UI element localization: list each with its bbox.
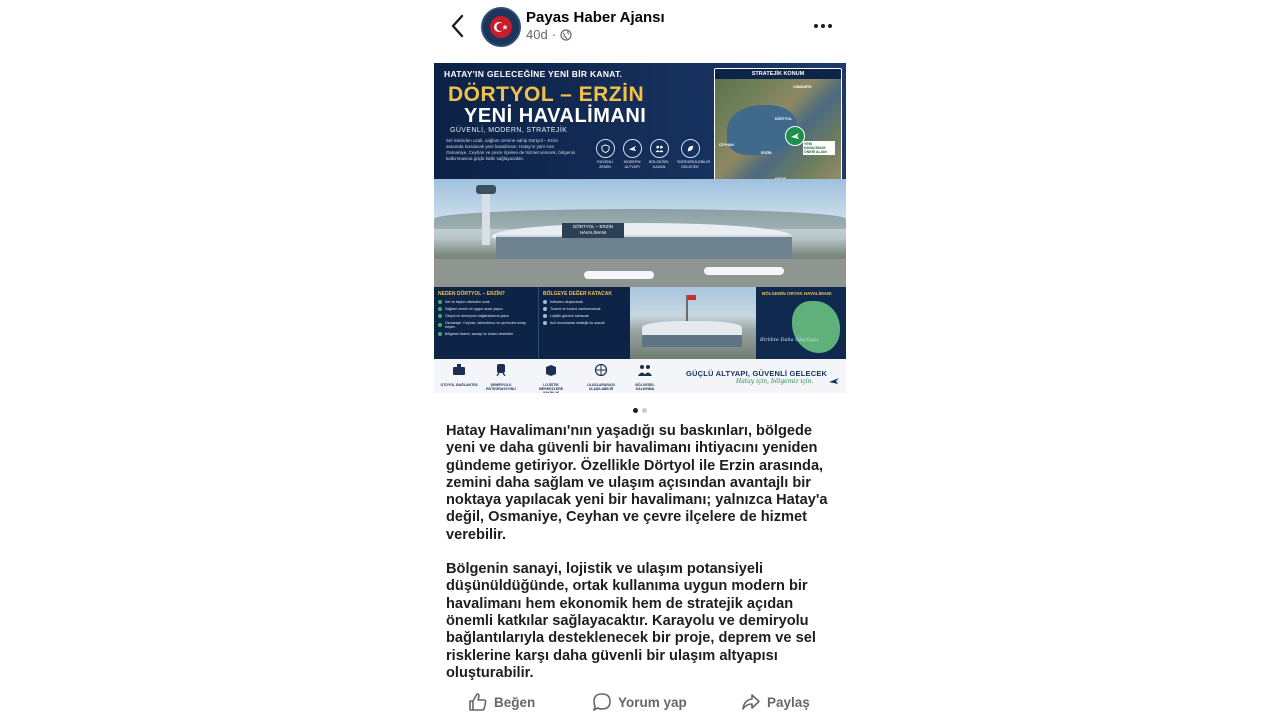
- comment-bubble-icon: [592, 692, 612, 712]
- poster-info-panels: [434, 287, 846, 359]
- why-item: Bölgesel ticaret, sanayi ve turizm destekler: [438, 332, 534, 336]
- poster-title-line2: YENİ HAVALİMANI: [464, 105, 647, 127]
- shield-icon: [601, 144, 610, 153]
- footer-item-development: BÖLGESEL KALKINMA: [626, 363, 664, 391]
- map-title: STRATEJİK KONUM: [715, 69, 841, 79]
- globe-icon: [594, 364, 608, 376]
- post-time[interactable]: 40d: [526, 27, 548, 42]
- control-tower-cab: [476, 185, 496, 194]
- more-options-icon[interactable]: [811, 14, 835, 38]
- why-panel: [434, 287, 534, 359]
- airport-render-photo: [434, 179, 846, 287]
- network-icon: [452, 364, 466, 376]
- back-arrow-icon[interactable]: [446, 12, 470, 40]
- map-label-osmaniye: OSMANİYE: [793, 85, 812, 89]
- box-icon: [544, 364, 558, 376]
- why-title: NEDEN DÖRTYOL – ERZİN?: [438, 291, 505, 297]
- poster-footer: [434, 359, 846, 393]
- terminal-sign: DÖRTYOL – ERZİN HAVALİMANI: [562, 223, 624, 238]
- plane-icon: [790, 131, 800, 141]
- common-caption: Birlikte Daha Güçlüyüz: [760, 337, 819, 343]
- page-name[interactable]: Payas Haber Ajansı: [526, 9, 665, 26]
- value-item: İstihdam oluşturacak: [543, 300, 631, 304]
- poster-subtitle: GÜVENLİ, MODERN, STRATEJİK: [450, 127, 568, 134]
- why-item: Sel ve taşkın riskinden uzak: [438, 300, 534, 304]
- why-item: Sağlam zemin ve uygun arazi yapısı: [438, 307, 534, 311]
- like-button[interactable]: [468, 692, 535, 712]
- terminal-building: [496, 235, 792, 259]
- poster-title-line1: DÖRTYOL – ERZİN: [448, 83, 645, 106]
- share-label: Paylaş: [767, 694, 810, 710]
- post-text: [446, 423, 838, 699]
- leaf-icon: [686, 144, 695, 153]
- map-label-ceyhan: CEYHAN: [719, 143, 734, 147]
- value-panel: [538, 287, 631, 359]
- carousel-dot[interactable]: [642, 408, 647, 413]
- carousel-indicator: [0, 400, 1280, 418]
- post-image[interactable]: [434, 63, 846, 393]
- strategic-location-map: [714, 68, 842, 186]
- feature-label: BÖLGESEL KAZAN: [648, 160, 670, 169]
- plane-icon: [829, 377, 839, 385]
- airport-site-marker: [785, 126, 805, 146]
- poster-header: [434, 63, 846, 179]
- plane-icon: [628, 144, 637, 153]
- region-map-shape: [792, 301, 840, 353]
- feature-modern-infra: [619, 139, 645, 169]
- comment-button[interactable]: [592, 692, 687, 712]
- meta-separator: ·: [551, 27, 557, 42]
- footer-item-highway: OTOYOL BAĞLANTISI: [440, 363, 478, 387]
- map-label-erzin: ERZİN: [761, 151, 772, 155]
- post-paragraph-1: Hatay Havalimanı'nın yaşadığı su baskınları, bölgede yeni ve daha güvenli bir havalimanı ihtiyacını yeniden gündeme getiriyor. Özellikle Dörtyol ile Erzin arasında, zemini daha sağlam ve ulaşım açısından avantajlı bir noktaya yapılacak yeni bir havalimanı; yalnızca Hatay'a değil, Osmaniye, Ceyhan ve çevre ilçelere de hizmet verebilir.: [446, 423, 828, 543]
- train-icon: [494, 364, 508, 376]
- footer-item-logistics: LOJİSTİK MERKEZLERE YAKINLIK: [532, 363, 570, 393]
- map-label-dortyol: DÖRTYOL: [775, 117, 793, 121]
- poster-description: Sel riskinden uzak, sağlam zemine sahip Dörtyol – Erzin arasında kurulacak yeni havalimanı; Hatay'ın yanı sıra Osmaniye, Ceyhan ve çevre ilçelere de hizmet verecek, bölgenin kalkınmasına güçlü katkı sağlayacaktır.: [446, 138, 576, 161]
- poster-slogan-sub: Hatay için, bölgemiz için.: [736, 378, 814, 385]
- why-item: Osmaniye, Ceyhan, İskenderun ve çevresine kolay erişim: [438, 321, 534, 329]
- post-meta: [526, 27, 572, 42]
- people-icon: [638, 364, 652, 376]
- value-title: BÖLGEYE DEĞER KATACAK: [543, 291, 612, 297]
- footer-item-international: ULUSLARARASI ULAŞILABİLİR: [582, 363, 620, 391]
- aircraft: [704, 267, 784, 275]
- globe-icon: [560, 29, 572, 41]
- post-header: [430, 0, 850, 56]
- feature-regional-gain: [646, 139, 672, 169]
- comment-label: Yorum yap: [618, 694, 687, 710]
- footer-item-railway: DEMİRYOLU ENTEGRASYONU: [482, 363, 520, 391]
- poster-slogan: GÜÇLÜ ALTYAPI, GÜVENLİ GELECEK: [686, 369, 828, 378]
- poster-kicker: HATAY'IN GELECEĞİNE YENİ BİR KANAT.: [444, 69, 623, 79]
- post-paragraph-2: Bölgenin sanayi, lojistik ve ulaşım potansiyeli düşünüldüğünde, ortak kullanıma uygun modern bir havalimanı hem ekonomik hem de stratejik açıdan önemli katkılar sağlayacaktır. Karayolu ve demiryolu bağlantılarıyla desteklenecek bir proje, deprem ve sel risklerine karşı daha güvenli bir ulaşım altyapısı oluşturabilir.: [446, 561, 816, 681]
- page-avatar[interactable]: [481, 7, 521, 47]
- carousel-dot-active[interactable]: [633, 408, 638, 413]
- share-button[interactable]: [741, 692, 810, 712]
- common-airport-map: [756, 287, 846, 359]
- value-item: Ticaret ve turizmi canlandıracak: [543, 307, 631, 311]
- airport-site-label: YENİ HAVALİMANI ÖNERİ ALANI: [803, 141, 835, 155]
- terminal-interior-photo: [630, 287, 756, 359]
- people-icon: [655, 144, 664, 153]
- feature-label: GÜVENLİ ZEMİN: [596, 160, 614, 169]
- thumbs-up-icon: [468, 692, 488, 712]
- why-item: Otoyol ve demiryolu bağlantılarına yakın: [438, 314, 534, 318]
- feature-label: SÜRDÜRÜLEBİLİR GELECEK: [677, 160, 711, 169]
- control-tower: [482, 187, 490, 245]
- feature-safe-ground: [592, 139, 618, 169]
- common-title: BÖLGENİN ORTAK HAVALİMANI: [762, 291, 832, 296]
- feature-sustainable: [677, 139, 711, 169]
- value-item: Lojistik gücünü artıracak: [543, 314, 631, 318]
- flag-logo-icon: [483, 9, 519, 45]
- share-arrow-icon: [741, 692, 761, 712]
- feature-label: MODERN ALTYAPI: [623, 160, 641, 169]
- post-actions: [430, 690, 850, 718]
- aircraft: [584, 271, 654, 279]
- value-item: Acil durumlarda stratejik üs olacak: [543, 321, 631, 325]
- like-label: Beğen: [494, 694, 536, 710]
